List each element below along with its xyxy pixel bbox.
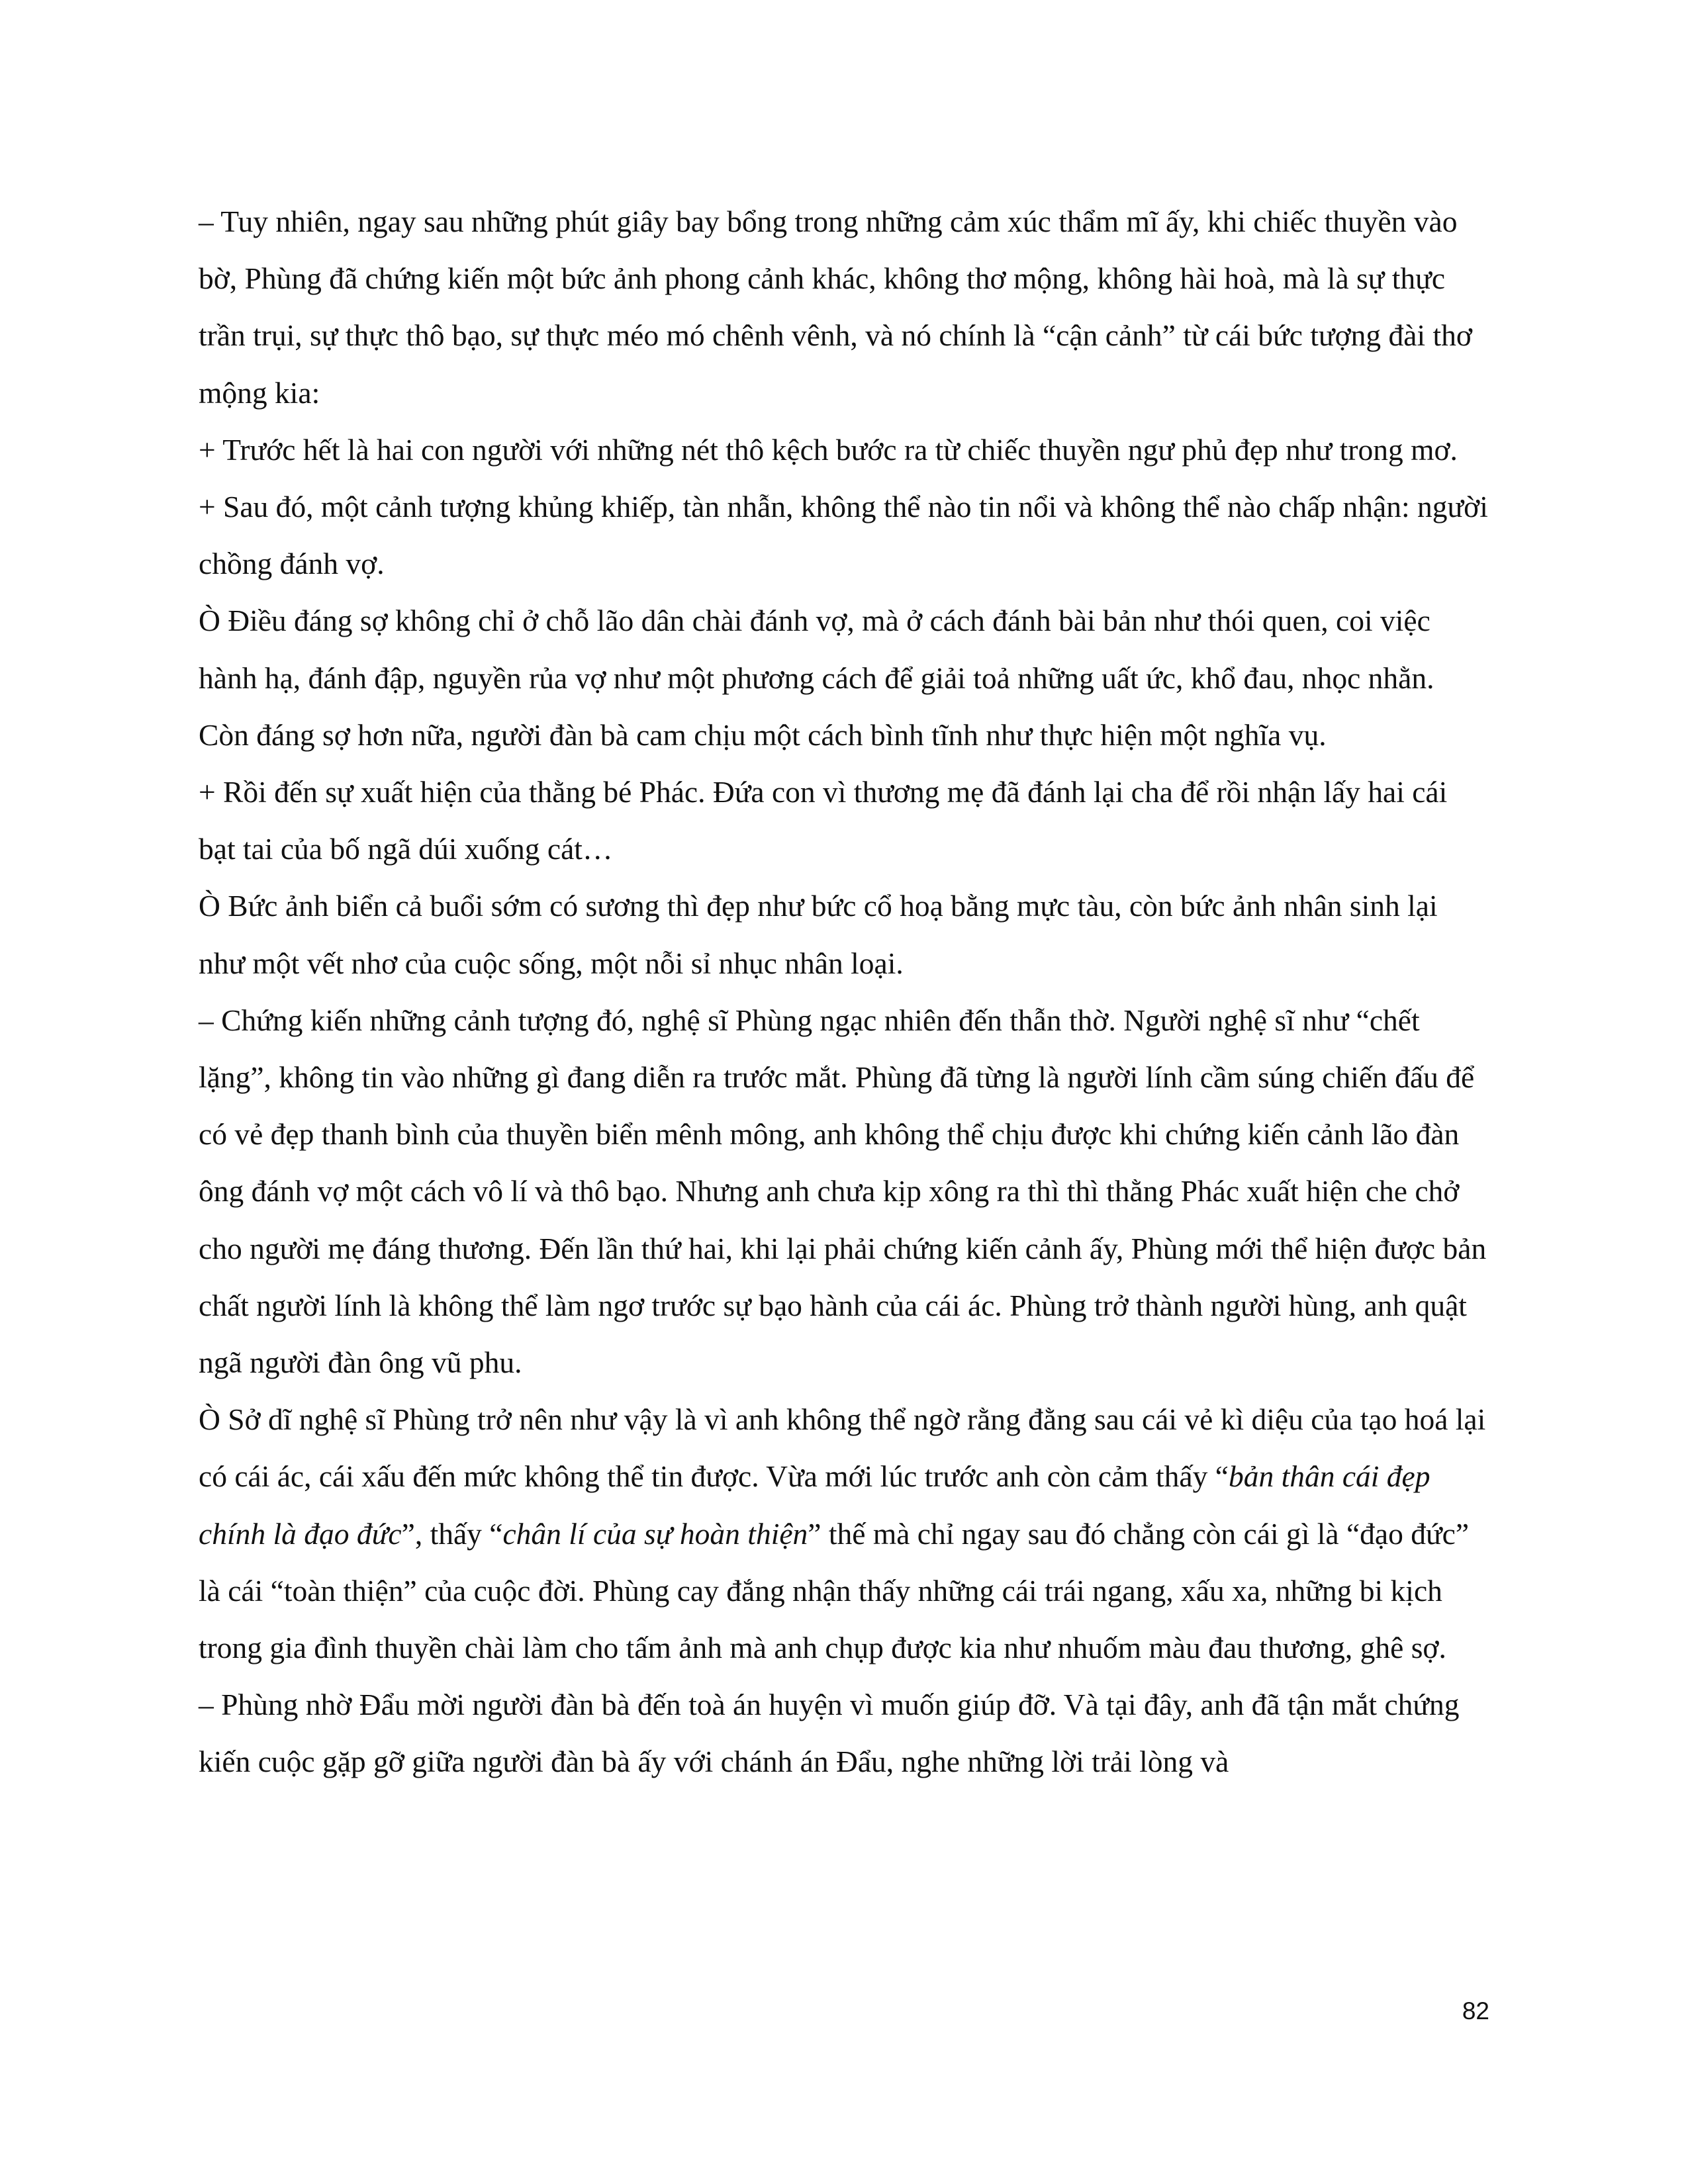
- paragraph-8-text-b: ”, thấy “: [401, 1516, 503, 1551]
- page-number: 82: [1462, 1997, 1489, 2025]
- body-text: [199, 193, 1489, 1791]
- quote-beauty-is-morality: bản thân cái đẹp chính là đạo đức: [199, 1459, 1430, 1551]
- paragraph-5-text: + Rồi đến sự xuất hiện của thằng bé Phác. Đứa con vì thương mẹ đã đánh lại cha để rồi nhận lấy hai cái bạt tai của bố ngã dúi xuống cát…: [199, 775, 1448, 866]
- paragraph-3-text: + Sau đó, một cảnh tượng khủng khiếp, tàn nhẫn, không thể nào tin nổi và không thể nào chấp nhận: người chồng đánh vợ.: [199, 490, 1488, 581]
- paragraph-1: [199, 193, 1489, 422]
- paragraph-8-text-a: Ò Sở dĩ nghệ sĩ Phùng trở nên như vậy là vì anh không thể ngờ rằng đằng sau cái vẻ kì diệu của tạo hoá lại có cái ác, cái xấu đến mức không thể tin được. Vừa mới lúc trước anh còn cảm thấy “: [199, 1402, 1486, 1494]
- paragraph-4: [199, 592, 1489, 764]
- paragraph-8: [199, 1391, 1489, 1676]
- paragraph-8-text-c: ” thế mà chỉ ngay sau đó chẳng còn cái gì là “đạo đức” là cái “toàn thiện” của cuộc đời. Phùng cay đắng nhận thấy những cái trái ngang, xấu xa, những bi kịch trong gia đình thuyền chài làm cho tấm ảnh mà anh chụp được kia như nhuốm màu đau thương, ghê sợ.: [199, 1516, 1470, 1665]
- paragraph-1-text: – Tuy nhiên, ngay sau những phút giây bay bổng trong những cảm xúc thẩm mĩ ấy, khi chiếc thuyền vào bờ, Phùng đã chứng kiến một bức ảnh phong cảnh khác, không thơ mộng, không hài hoà, mà là sự thực trần trụi, sự thực thô bạo, sự thực méo mó chênh vênh, và nó chính là “cận cảnh” từ cái bức tượng đài thơ mộng kia:: [199, 205, 1472, 410]
- paragraph-7-text: – Chứng kiến những cảnh tượng đó, nghệ sĩ Phùng ngạc nhiên đến thẫn thờ. Người nghệ sĩ như “chết lặng”, không tin vào những gì đang diễn ra trước mắt. Phùng đã từng là người lính cầm súng chiến đấu để có vẻ đẹp thanh bình của thuyền biển mênh mông, anh không thể chịu được khi chứng kiến cảnh lão đàn ông đánh vợ một cách vô lí và thô bạo. Nhưng anh chưa kịp xông ra thì thì thằng Phác xuất hiện che chở cho người mẹ đáng thương. Đến lần thứ hai, khi lại phải chứng kiến cảnh ấy, Phùng mới thể hiện được bản chất người lính là không thể làm ngơ trước sự bạo hành của cái ác. Phùng trở thành người hùng, anh quật ngã người đàn ông vũ phu.: [199, 1003, 1487, 1380]
- paragraph-9-text: – Phùng nhờ Đẩu mời người đàn bà đến toà án huyện vì muốn giúp đỡ. Và tại đây, anh đã tận mắt chứng kiến cuộc gặp gỡ giữa người đàn bà ấy với chánh án Đẩu, nghe những lời trải lòng và: [199, 1688, 1460, 1779]
- paragraph-6-text: Ò Bức ảnh biển cả buổi sớm có sương thì đẹp như bức cổ hoạ bằng mực tàu, còn bức ảnh nhân sinh lại như một vết nhơ của cuộc sống, một nỗi sỉ nhục nhân loại.: [199, 889, 1438, 980]
- paragraph-7: [199, 992, 1489, 1391]
- paragraph-9: [199, 1676, 1489, 1790]
- paragraph-2-text: + Trước hết là hai con người với những nét thô kệch bước ra từ chiếc thuyền ngư phủ đẹp như trong mơ.: [199, 432, 1458, 467]
- paragraph-5: [199, 764, 1489, 878]
- paragraph-3: [199, 478, 1489, 592]
- paragraph-4-text: Ò Điều đáng sợ không chỉ ở chỗ lão dân chài đánh vợ, mà ở cách đánh bài bản như thói quen, coi việc hành hạ, đánh đập, nguyền rủa vợ như một phương cách để giải toả những uất ức, khổ đau, nhọc nhằn. Còn đáng sợ hơn nữa, người đàn bà cam chịu một cách bình tĩnh như thực hiện một nghĩa vụ.: [199, 604, 1434, 752]
- paragraph-6: [199, 878, 1489, 991]
- paragraph-2: [199, 422, 1489, 478]
- quote-truth-of-perfection: chân lí của sự hoàn thiện: [502, 1516, 808, 1551]
